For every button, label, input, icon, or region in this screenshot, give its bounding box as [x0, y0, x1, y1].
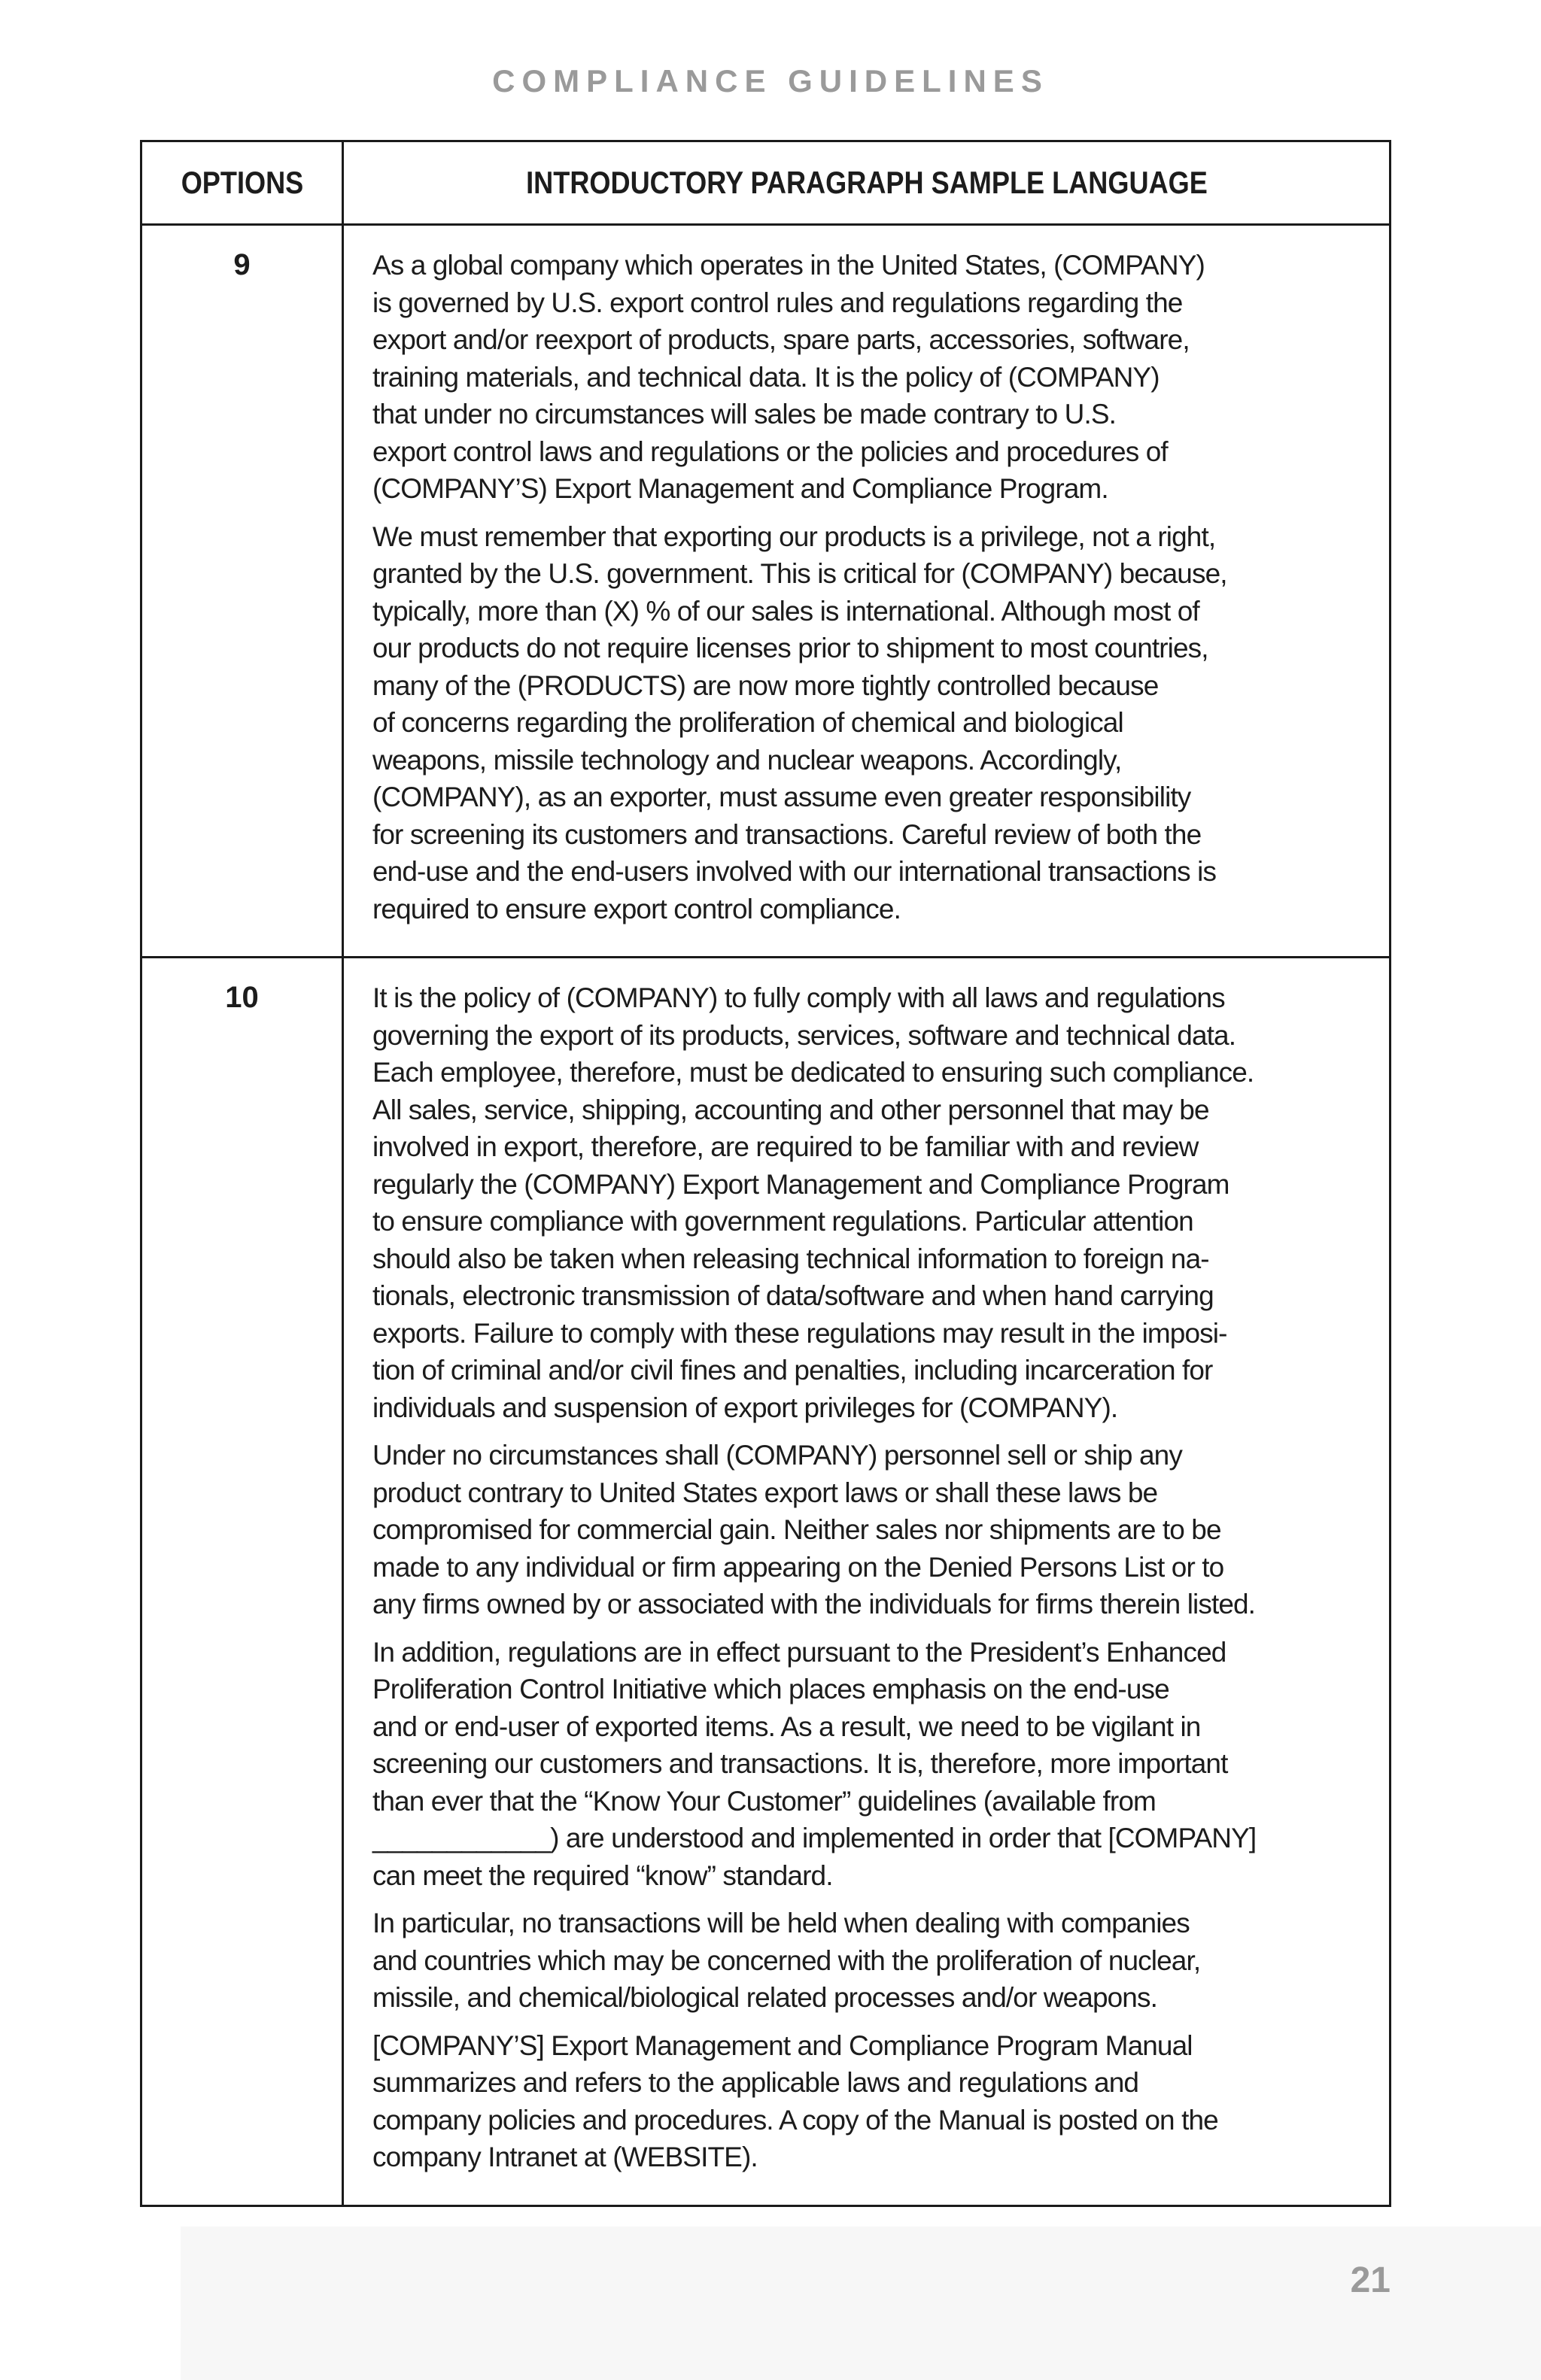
paragraph: Under no circumstances shall (COMPANY) personnel sell or ship any product contrary to United States export laws or shall these laws be compromised for commercial gain. Neither sales nor shipments are to be made to any individual or firm appearing on the Denied Persons List or to any firms owned by or associated with the individuals for firms therein listed. — [372, 1440, 1256, 1620]
guidelines-table — [140, 140, 1391, 2207]
option-number: 10 — [141, 958, 343, 2206]
sample-language-cell — [343, 958, 1391, 2206]
paragraph: In addition, regulations are in effect pursuant to the President’s Enhanced Proliferation Control Initiative which places emphasis on the end-use and or end-user of exported items. As a result, we need to be vigilant in screening our customers and transactions. It is, therefore, more important than ever that the “Know Your Customer” guidelines (available from ____________) are understood and implemented in order that [COMPANY] can meet the required “know” standard. — [372, 1636, 1257, 1891]
table-row — [141, 225, 1391, 958]
table-row — [141, 958, 1391, 2206]
paragraph: [COMPANY’S] Export Management and Compliance Program Manual summarizes and refers to the applicable laws and regulations and company policies and procedures. A copy of the Manual is posted on the company Intranet at (WEBSITE). — [372, 2029, 1218, 2172]
sample-language-cell — [343, 225, 1391, 958]
running-head: COMPLIANCE GUIDELINES — [492, 63, 1049, 99]
options-column-header: OPTIONS — [155, 141, 328, 225]
option-number: 9 — [141, 225, 343, 958]
language-column-header: INTRODUCTORY PARAGRAPH SAMPLE LANGUAGE — [416, 141, 1317, 225]
paragraph: In particular, no transactions will be held when dealing with companies and countries which may be concerned with the proliferation of nuclear, missile, and chemical/biological related processes and/or weapons. — [372, 1908, 1201, 2013]
footer-shade — [181, 2227, 1541, 2380]
page-number: 21 — [1350, 2260, 1391, 2300]
paragraph: We must remember that exporting our products is a privilege, not a right, granted by the U.S. government. This is critical for (COMPANY) because, typically, more than (X) % of our sales is international. Although most of our products do not require licenses prior to shipment to most countries, many of the (PRODUCTS) are now more tightly controlled because of concerns regarding the proliferation of chemical and biological weapons, missile technology and nuclear weapons. Accordingly, (COMPANY), as an exporter, must assume even greater responsibility for screening its customers and transactions. Careful review of both the end-use and the end-users involved with our international transactions is required to ensure export control compliance. — [372, 521, 1227, 924]
paragraph: It is the policy of (COMPANY) to fully comply with all laws and regulations governing the export of its products, services, software and technical data. Each employee, therefore, must be dedicated to ensuring such compliance. All sales, service, shipping, accounting and other personnel that may be involved in export, therefore, are required to be familiar with and review regularly the (COMPANY) Export Management and Compliance Program to ensure compliance with government regulations. Particular attention should also be taken when releasing technical information to foreign na- tionals, electronic transmission of data/software and when hand carrying exports. Failure to comply with these regulations may result in the imposi- tion of criminal and/or civil fines and penalties, including incarceration for individuals and suspension of export privileges for (COMPANY). — [372, 982, 1254, 1423]
paragraph: As a global company which operates in the United States, (COMPANY) is governed by U.S. export control rules and regulations regarding the export and/or reexport of products, spare parts, accessories, software, training materials, and technical data. It is the policy of (COMPANY) that under no circumstances will sales be made contrary to U.S. export control laws and regulations or the policies and procedures of (COMPANY’S) Export Management and Compliance Program. — [372, 250, 1205, 504]
table-header-row — [141, 141, 1391, 225]
